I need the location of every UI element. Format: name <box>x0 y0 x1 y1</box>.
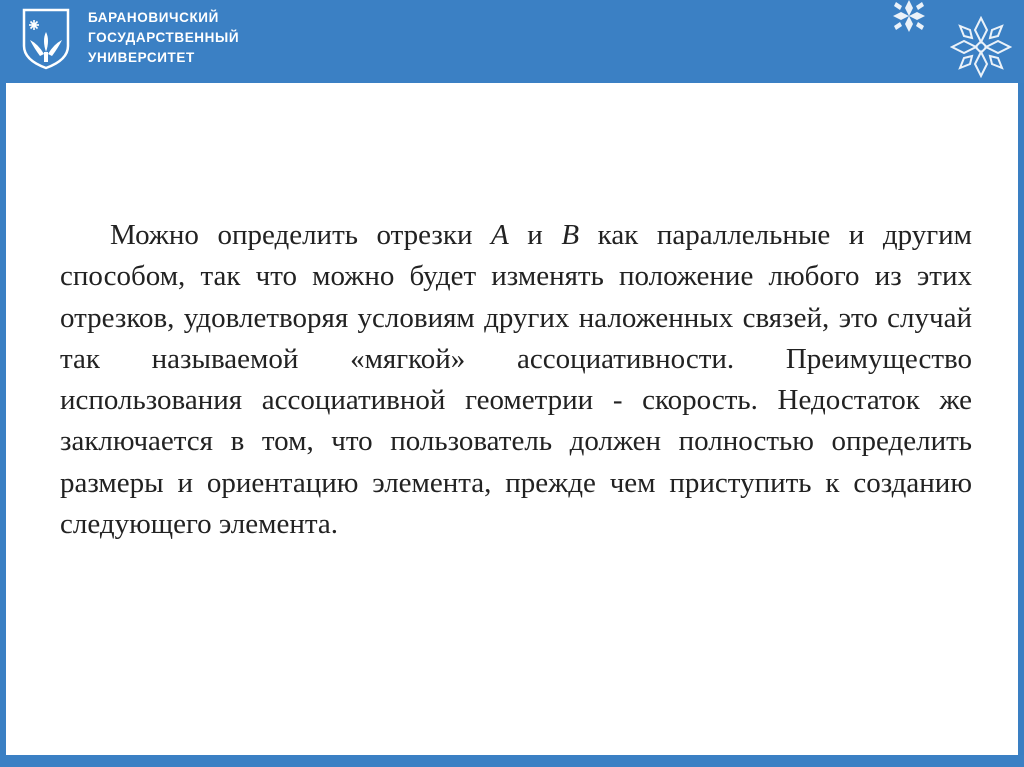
segment-a-label: A <box>491 219 509 251</box>
slide-body-text <box>60 215 972 545</box>
snowflake-ornament-icon <box>884 0 934 34</box>
university-name-line: БАРАНОВИЧСКИЙ <box>88 10 219 25</box>
university-name-line: ГОСУДАРСТВЕННЫЙ <box>88 30 240 45</box>
university-name <box>88 8 239 68</box>
university-crest-icon <box>20 6 72 70</box>
header-bar <box>0 0 1024 83</box>
footer-bar <box>0 755 1024 767</box>
paragraph: Можно определить отрезки A и B как параллельные и другим способом, так что можно будет изменять положение любого из этих отрезков, удовлетворяя условиям других наложенных связей, это случай так называемой «мягкой» ассоциативности. Преимущество использования ассоциативной геометрии - скорость. Недостаток же заключается в том, что пользователь должен полностью определить размеры и ориентацию элемента, прежде чем приступить к созданию следующего элемента. <box>60 219 972 541</box>
segment-b-label: B <box>561 219 580 251</box>
university-name-line: УНИВЕРСИТЕТ <box>88 50 195 65</box>
snowflake-ornament-icon <box>950 16 1012 78</box>
